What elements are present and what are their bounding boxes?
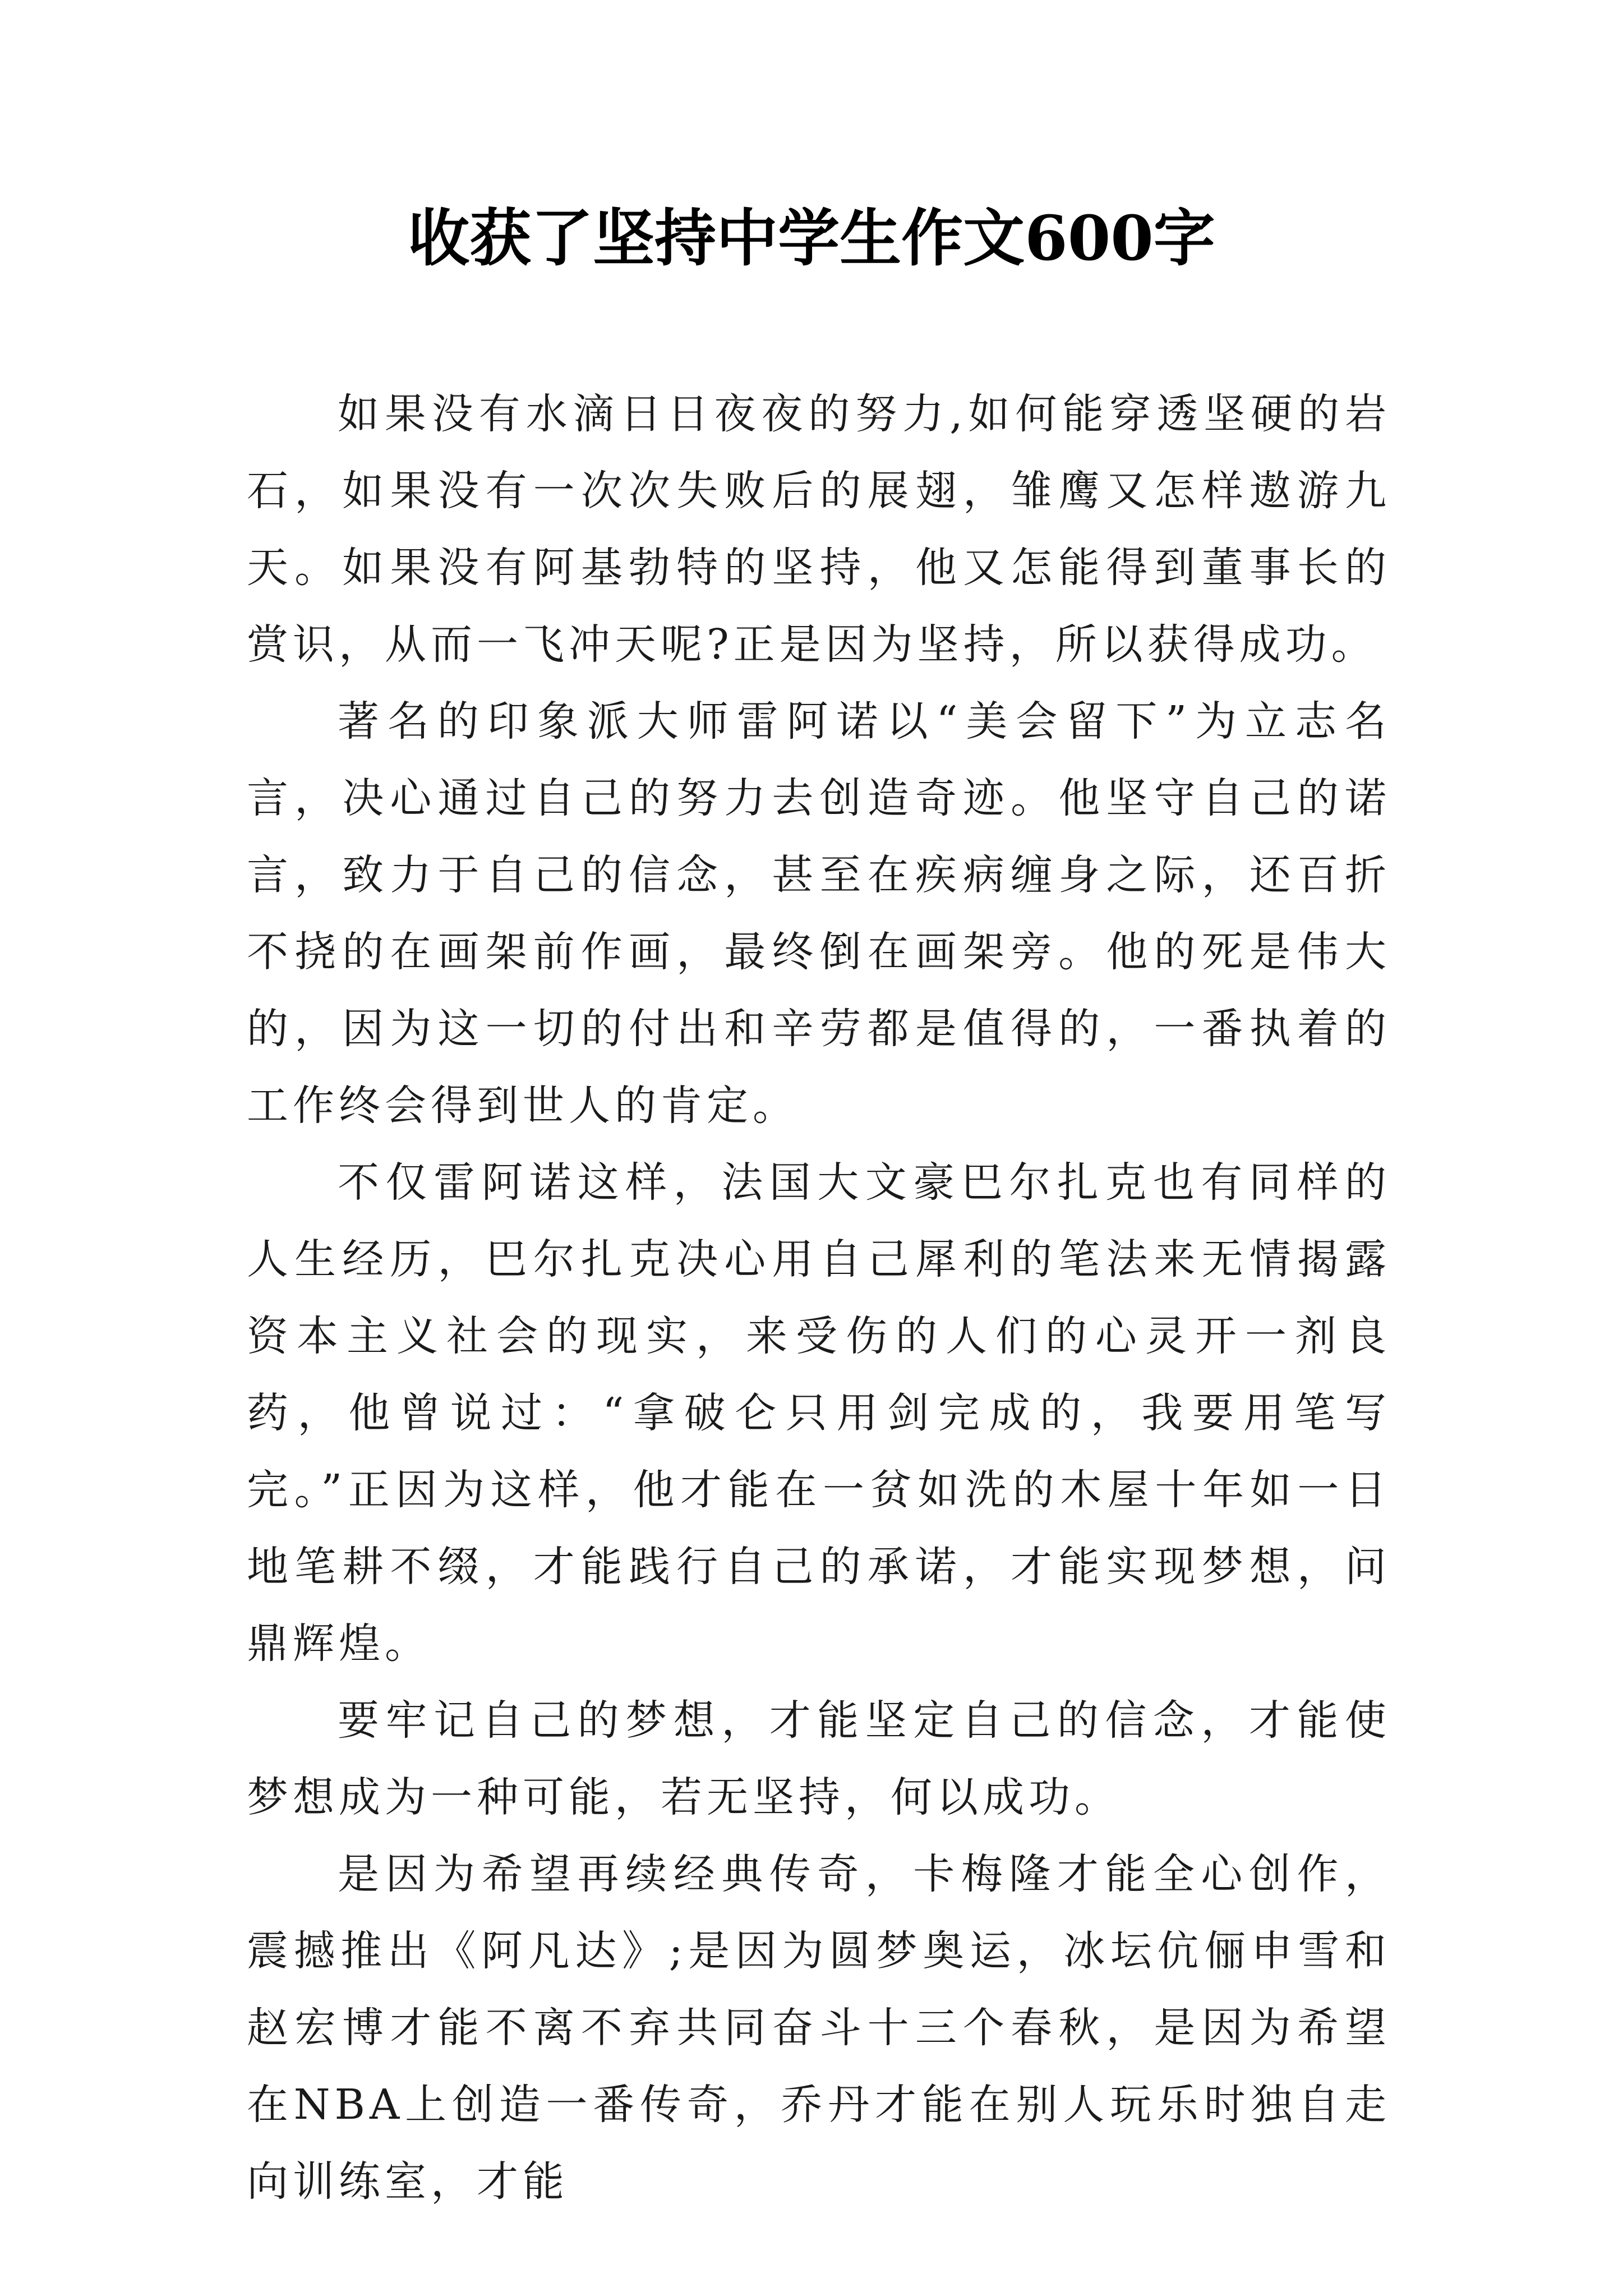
document-title: 收获了坚持中学生作文600字 [408, 202, 1215, 274]
document-body [247, 376, 1391, 2220]
paragraph-5: 是因为希望再续经典传奇，卡梅隆才能全心创作，震撼推出《阿凡达》;是因为圆梦奥运，冰坛伉俪申雪和赵宏博才能不离不弃共同奋斗十三个春秋，是因为希望在NBA上创造一番传奇，乔丹才能在别人玩乐时独自走向训练室，才能 [247, 1850, 1391, 2206]
paragraph-4: 要牢记自己的梦想，才能坚定自己的信念，才能使梦想成为一种可能，若无坚持，何以成功。 [247, 1696, 1391, 1821]
paragraph-1: 如果没有水滴日日夜夜的努力,如何能穿透坚硬的岩石，如果没有一次次失败后的展翅，雏鹰又怎样遨游九天。如果没有阿基勃特的坚持，他又怎能得到董事长的赏识，从而一飞冲天呢?正是因为坚持，所以获得成功。 [247, 390, 1391, 669]
paragraph-3: 不仅雷阿诺这样，法国大文豪巴尔扎克也有同样的人生经历，巴尔扎克决心用自己犀利的笔法来无情揭露资本主义社会的现实，来受伤的人们的心灵开一剂良药，他曾说过：“拿破仑只用剑完成的，我要用笔写完。”正因为这样，他才能在一贫如洗的木屋十年如一日地笔耕不缀，才能践行自己的承诺，才能实现梦想，问鼎辉煌。 [247, 1158, 1391, 1668]
paragraph-2: 著名的印象派大师雷阿诺以“美会留下”为立志名言，决心通过自己的努力去创造奇迹。他坚守自己的诺言，致力于自己的信念，甚至在疾病缠身之际，还百折不挠的在画架前作画，最终倒在画架旁。他的死是伟大的，因为这一切的付出和辛劳都是值得的，一番执着的工作终会得到世人的肯定。 [247, 697, 1391, 1130]
